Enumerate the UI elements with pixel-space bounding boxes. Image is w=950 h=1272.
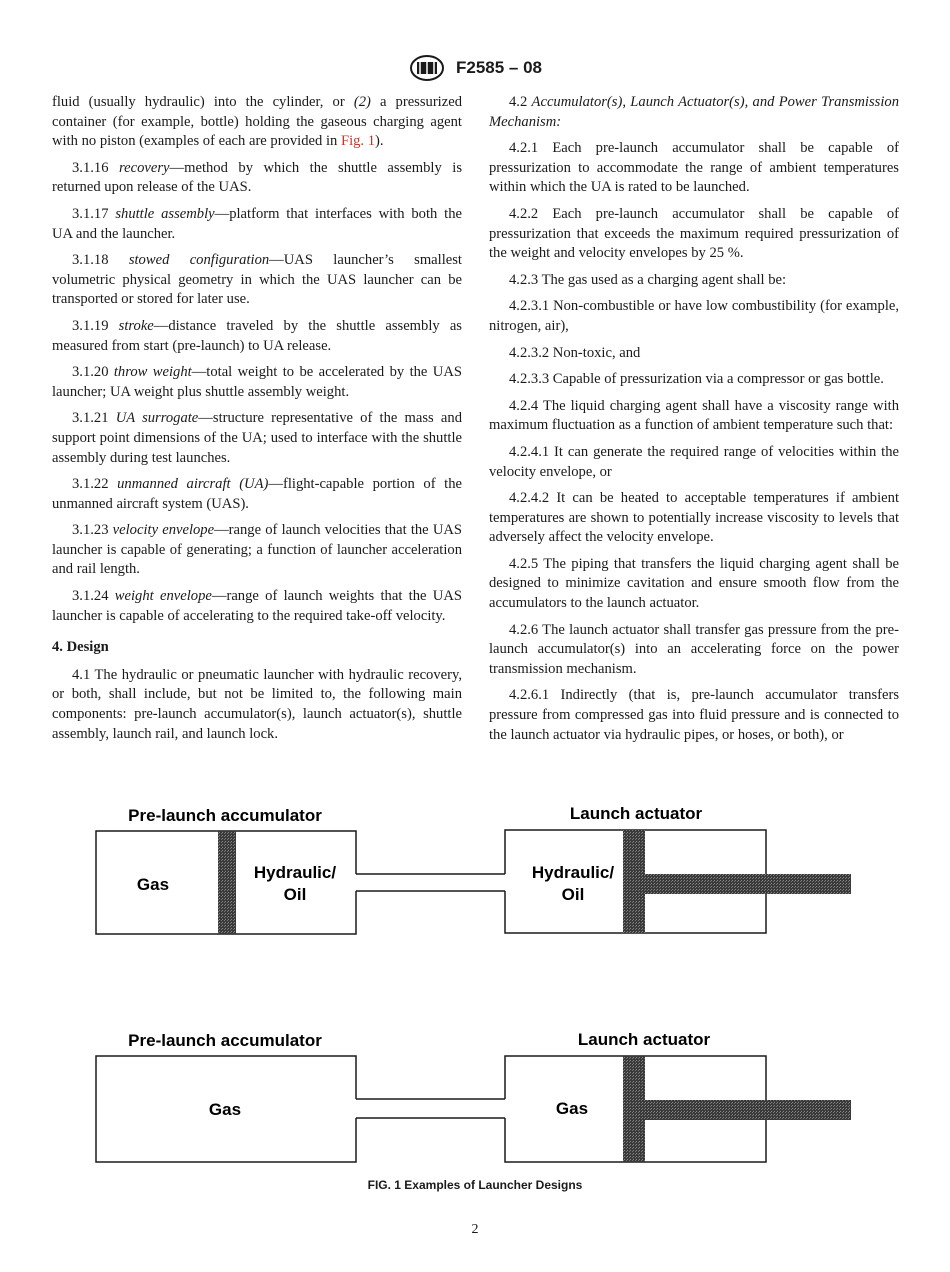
right-text-column: [489, 93, 899, 752]
actuator-title: Launch actuator: [569, 804, 703, 823]
left-text-column: [52, 93, 462, 751]
text-run: 4.2.3.1 Non-combustible or have low combustibility (for example, nitrogen, air),: [489, 298, 899, 334]
document-id: F2585 – 08: [455, 58, 542, 77]
text-run: 3.1.17: [72, 205, 116, 222]
page-number: 2: [471, 1222, 479, 1237]
text-run: 3.1.23: [72, 522, 113, 539]
actuator-rod: [645, 1100, 851, 1120]
defined-term: (2): [353, 94, 371, 110]
text-run: —range of launch velocities that the UAS launcher is capable of generating; a function of launcher acceleration and rail length.: [52, 522, 463, 578]
text-run: 4.2.4.1 It can generate the required range of velocities within the velocity envelope, or: [489, 443, 899, 480]
paragraph: [52, 521, 462, 580]
defined-term: weight envelope: [114, 588, 212, 605]
paragraph: [489, 205, 899, 264]
figure-1-diagram: [0, 790, 950, 1210]
accumulator-title: Pre-launch accumulator: [128, 806, 322, 825]
connecting-pipe-gap: [354, 1099, 507, 1118]
paragraph: [52, 666, 462, 744]
gas-label: Gas: [136, 875, 170, 894]
text-run: —total weight to be accelerated by the UAS launcher; UA weight plus shuttle assembly weight.: [52, 364, 462, 400]
paragraph: [489, 489, 899, 548]
figure-reference-link[interactable]: Fig. 1: [340, 133, 376, 150]
defined-term: Accumulator(s), Launch Actuator(s), and Power Transmission Mechanism:: [489, 94, 899, 130]
paragraph: [489, 397, 899, 436]
defined-term: shuttle assembly: [115, 205, 215, 222]
actuator-gas-label: Gas: [555, 1099, 589, 1118]
defined-term: velocity envelope: [112, 522, 215, 539]
paragraph: [52, 317, 462, 356]
defined-term: unmanned aircraft (UA): [117, 476, 269, 493]
actuator-title: Launch actuator: [577, 1030, 711, 1049]
connecting-pipe-gap: [354, 874, 507, 891]
text-run: 3.1.21: [72, 410, 116, 427]
paragraph: [52, 93, 462, 152]
defined-term: stowed configuration: [128, 252, 270, 269]
text-run: 4.2.6 The launch actuator shall transfer gas pressure from the pre-launch accumulator(s) into an accelerating force on the power transmission mechanism.: [489, 621, 899, 677]
text-run: 4.2.4 The liquid charging agent shall have a viscosity range with maximum fluctuation as a function of ambient temperature such that:: [489, 397, 899, 434]
text-run: 3.1.18: [72, 252, 129, 269]
text-run: 4.2.2 Each pre-launch accumulator shall be capable of pressurization that exceeds the maximum required pressurization of the weight and velocity envelopes by 25 %.: [489, 205, 899, 262]
page-header: [0, 54, 950, 82]
text-run: —platform that interfaces with both the UA and the launcher.: [52, 205, 462, 242]
text-run: 4.2.3 The gas used as a charging agent shall be:: [509, 271, 787, 288]
actuator-fluid-label-line2: Oil: [561, 885, 585, 904]
paragraph: [489, 370, 899, 390]
text-run: 4.2.1 Each pre-launch accumulator shall be capable of pressurization to accommodate the range of ambient temperatures within which the UA is rated to be launched.: [489, 140, 899, 196]
paragraph: [489, 555, 899, 614]
paragraph: [52, 159, 462, 198]
fluid-label-line1: Hydraulic/: [253, 863, 337, 882]
accumulator-title: Pre-launch accumulator: [128, 1031, 322, 1050]
astm-logo-icon: [408, 54, 446, 82]
text-run: —range of launch weights that the UAS launcher is capable of accelerating to the required take-off velocity.: [52, 588, 462, 624]
text-run: 4.2.6.1 Indirectly (that is, pre-launch accumulator transfers pressure from compressed gas into fluid pressure and is connected to the launch actuator via hydraulic pipes, or hoses, or both), or: [489, 687, 899, 743]
paragraph: [489, 139, 899, 198]
actuator-fluid-label-line1: Hydraulic/: [531, 863, 615, 882]
text-run: 4.1 The hydraulic or pneumatic launcher with hydraulic recovery, or both, shall include, but not be limited to, the following main components: pre-launch accumulator(s), launch actuator(s), shuttle assembly, launch rail, and launch lock.: [52, 666, 462, 742]
defined-term: recovery: [119, 159, 170, 176]
defined-term: throw weight: [113, 364, 192, 381]
text-run: —method by which the shuttle assembly is returned upon release of the UAS.: [52, 159, 462, 196]
text-run: —distance traveled by the shuttle assembly as measured from start (pre-launch) to UA release.: [52, 317, 462, 354]
paragraph: [52, 363, 462, 402]
hydraulic-launcher-diagram: [96, 804, 851, 934]
text-run: —UAS launcher’s smallest volumetric physical geometry in which the UAS launcher can be transported or stored for later use.: [52, 252, 462, 308]
text-run: 3.1.24: [72, 588, 115, 605]
paragraph: [489, 93, 899, 132]
defined-term: stroke: [118, 317, 154, 334]
text-run: 3.1.19: [72, 317, 119, 334]
text-run: 4.2: [509, 94, 532, 110]
paragraph: [52, 475, 462, 514]
paragraph: [52, 205, 462, 244]
text-run: 3.1.16: [72, 159, 119, 176]
actuator-piston: [623, 1056, 645, 1162]
gas-label: Gas: [208, 1100, 242, 1119]
paragraph: [489, 297, 899, 336]
actuator-piston: [623, 830, 645, 933]
accumulator-piston: [218, 831, 236, 934]
paragraph: [489, 271, 899, 291]
paragraph: [52, 409, 462, 468]
actuator-rod: [645, 874, 851, 894]
text-run: fluid (usually hydraulic) into the cylinder, or: [52, 94, 354, 110]
paragraph: [52, 251, 462, 310]
section-heading: [52, 638, 462, 658]
text-run: 3.1.22: [72, 476, 118, 493]
fluid-label-line2: Oil: [283, 885, 307, 904]
paragraph: [489, 443, 899, 482]
paragraph: [489, 686, 899, 745]
pneumatic-launcher-diagram: [96, 1030, 851, 1162]
text-run: 4.2.4.2 It can be heated to acceptable temperatures if ambient temperatures are shown to potentially increase viscosity to levels that adversely affect the velocity envelope.: [489, 490, 899, 546]
text-run: ).: [375, 133, 384, 150]
text-run: 4.2.5 The piping that transfers the liquid charging agent shall be designed to minimize cavitation and ensure smooth flow from the accumulators to the launch actuator.: [489, 555, 899, 612]
text-run: 4.2.3.3 Capable of pressurization via a compressor or gas bottle.: [509, 371, 884, 388]
defined-term: UA surrogate: [115, 410, 199, 427]
paragraph: [489, 621, 899, 680]
text-run: 3.1.20: [72, 364, 114, 381]
text-run: 4. Design: [52, 639, 109, 656]
text-run: a pressurized container (for example, bottle) holding the gaseous charging agent with no piston (examples of each are provided in: [52, 94, 462, 150]
paragraph: [489, 344, 899, 364]
paragraph: [52, 587, 462, 626]
text-run: —flight-capable portion of the unmanned aircraft system (UAS).: [52, 476, 462, 512]
text-run: —structure representative of the mass and support point dimensions of the UA; used to interface with the shuttle assembly during test launches.: [52, 410, 462, 466]
text-run: 4.2.3.2 Non-toxic, and: [509, 344, 641, 361]
figure-caption: FIG. 1 Examples of Launcher Designs: [367, 1178, 583, 1192]
